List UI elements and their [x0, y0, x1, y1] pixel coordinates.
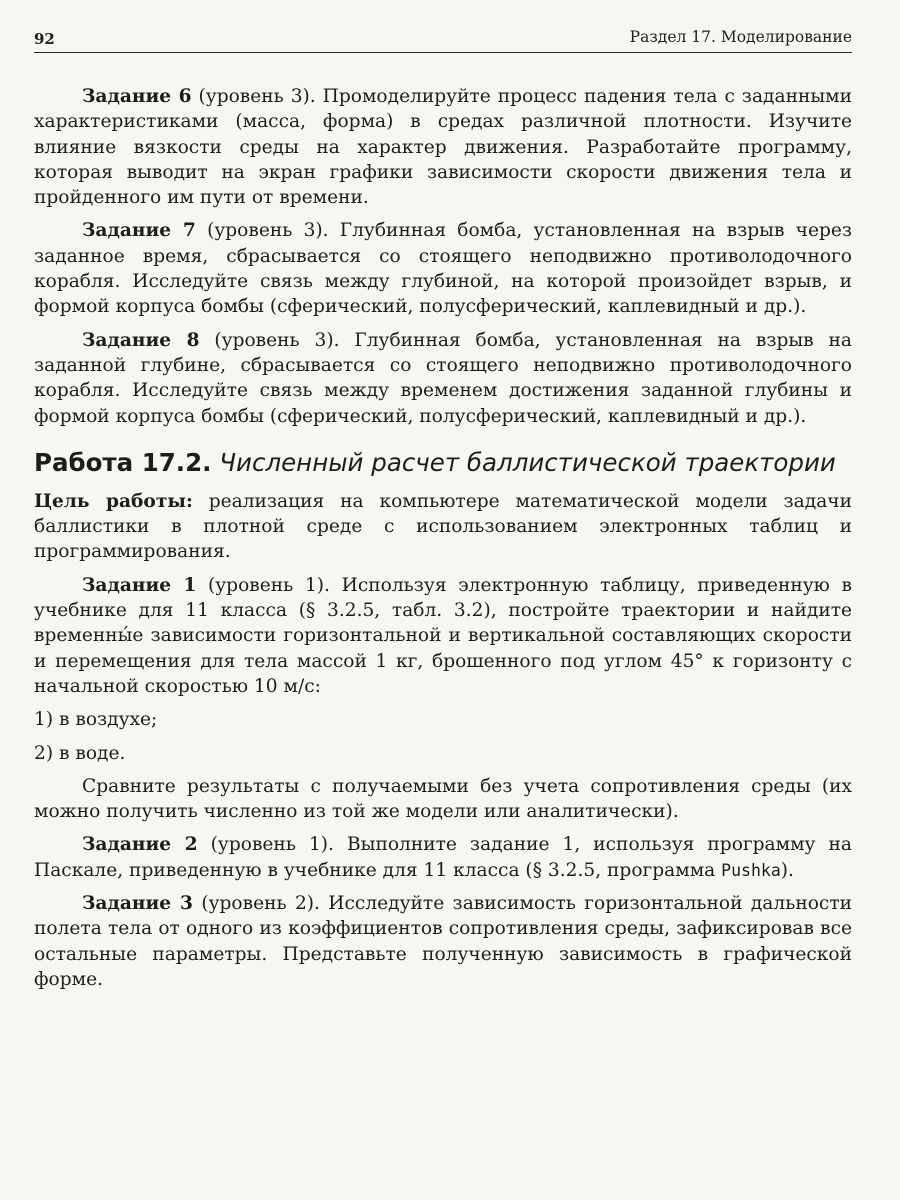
page-body — [34, 84, 852, 1000]
work-task-3-text: (уровень 2). Исследуйте зависимость горизонтальной дальности полета тела от одного из коэффициентов сопротивления среды, зафиксировав все остальные параметры. Представьте полученную зависимость в графической форме. — [34, 893, 853, 990]
work-title: Численный расчет баллистической траектории — [219, 447, 836, 477]
compare-paragraph: Сравните результаты с получаемыми без учета сопротивления среды (их можно получить численно из той же модели или аналитически). — [34, 775, 852, 823]
work-task-2-text-a: (уровень 1). Выполните задание 1, используя программу на Паскале, приведенную в учебнике для 11 класса (§ 3.2.5, программа — [34, 834, 852, 881]
work-heading — [34, 447, 852, 479]
work-goal-text: реализация на компьютере математической модели задачи баллистики в плотной среде с использованием электронных таблиц и программирования. — [34, 490, 852, 563]
task-6-label: Задание 6 — [82, 86, 192, 107]
list-item-air: 1) в воздухе; — [34, 709, 158, 731]
work-goal — [34, 489, 852, 565]
list-item-water: 2) в воде. — [34, 742, 126, 764]
task-8-label: Задание 8 — [82, 329, 200, 351]
work-task-2 — [34, 832, 852, 883]
task-7-text: (уровень 3). Глубинная бомба, установленная на взрыв через заданное время, сбрасывается со стоящего неподвижно противолодочного корабля. Исследуйте связь между глубиной, на которой произойдет взрыв, и формой корпуса бомбы (сферический, полусферический, каплевидный и др.). — [34, 220, 852, 318]
work-task-1-label: Задание 1 — [82, 574, 197, 596]
program-name: Pushka — [721, 860, 781, 880]
work-number: Работа 17.2. — [34, 447, 212, 477]
running-header — [34, 26, 852, 53]
task-6-text: (уровень 3). Промоделируйте процесс падения тела с заданными характеристиками (масса, форма) в средах различной плотности. Изучите влияние вязкости среды на характер движения. Разработайте программу, которая выводит на экран графики зависимости скорости движения тела и пройденного им пути от времени. — [34, 86, 853, 209]
task-6 — [34, 84, 852, 210]
task-7-label: Задание 7 — [82, 220, 196, 242]
task-7 — [34, 218, 852, 319]
work-task-2-label: Задание 2 — [82, 834, 198, 856]
page-number: 92 — [34, 30, 55, 48]
work-task-1-text: (уровень 1). Используя электронную таблицу, приведенную в учебнике для 11 класса (§ 3.2.5, табл. 3.2), постройте траектории и найдите временны́е зависимости горизонтальной и вертикальной составляющих скорости и перемещения для тела массой 1 кг, брошенного под углом 45° к горизонту с начальной скоростью 10 м/с: — [34, 574, 852, 697]
work-task-3 — [34, 891, 852, 992]
work-task-3-label: Задание 3 — [82, 893, 193, 915]
task-8 — [34, 328, 852, 429]
task-8-text: (уровень 3). Глубинная бомба, установленная на взрыв на заданной глубине, сбрасывается со стоящего неподвижно противолодочного корабля. Исследуйте связь между временем достижения заданной глубины и формой корпуса бомбы (сферический, полусферический, каплевидный и др.). — [34, 329, 852, 427]
section-title: Раздел 17. Моделирование — [629, 28, 852, 46]
work-task-1 — [34, 573, 852, 699]
work-goal-label: Цель работы: — [34, 490, 193, 512]
work-task-2-text-b: ). — [780, 859, 794, 881]
